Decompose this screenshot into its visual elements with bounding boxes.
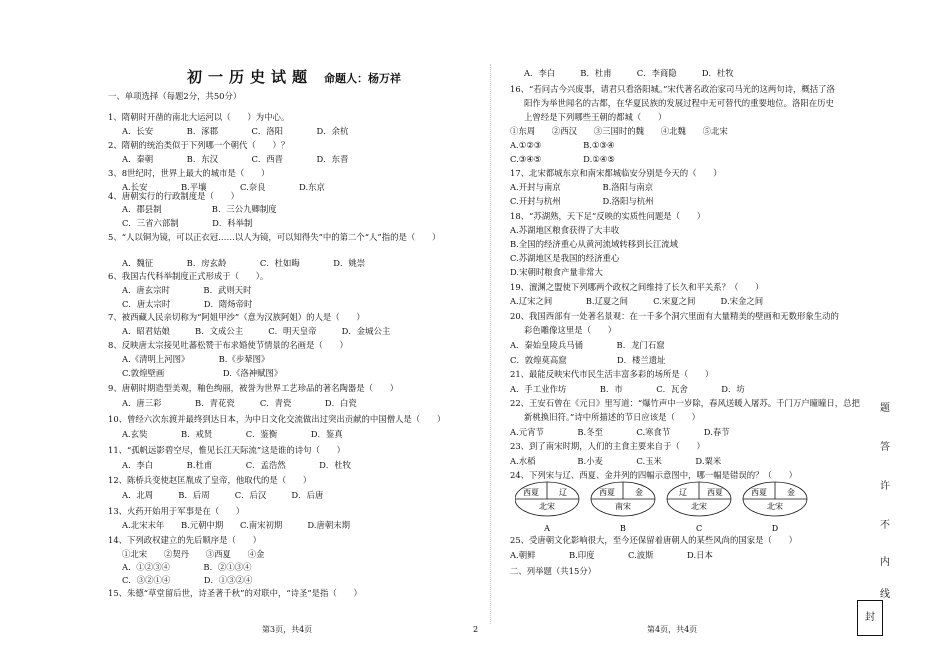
diagram-a-bottom: 北宋	[539, 502, 555, 511]
question-line: A．李白 B．杜甫 C．李商隐 D．杜牧	[524, 68, 734, 78]
question-line: A．李白 B.杜甫 C．孟浩然 D．杜牧	[122, 460, 351, 470]
question-line: C.敦煌壁画 D.《洛神赋图》	[122, 368, 283, 378]
question-line: 13、火药开始用于军事是在（ ）	[108, 506, 245, 516]
question-line: A．秦始皇陵兵马俑 B．龙门石窟	[510, 340, 665, 350]
question-line: 1、隋朝时开凿的南北大运河以（ ）为中心。	[108, 112, 290, 122]
diagram-d	[743, 482, 807, 533]
diagram-d-top-left: 西夏	[751, 488, 767, 497]
question-line: 一、单项选择（每题2分，共50分）	[108, 91, 242, 101]
question-line: 20、我国西部有一处著名景观：在一千多个洞穴里面有大量精美的壁画和无数形象生动的	[510, 311, 839, 321]
diagram-a	[515, 482, 579, 533]
question-line: 16、“若问古今兴废事，请君只看洛阳城。”宋代著名政治家司马光的这两句诗，概括了洛	[510, 84, 835, 94]
question-line: 5、“人以铜为镜，可以正衣冠……以人为镜，可以知得失”中的第二个“人”指的是（ ）	[108, 232, 441, 242]
question-line: C．三省六部制 D．科举制	[122, 218, 253, 228]
question-line: 8、反映唐太宗接见吐蕃松赞干布求婚使节情景的名画是（ ）	[108, 340, 348, 350]
binding-margin-char: 线	[880, 589, 890, 600]
question-line: C.开封与杭州 D.洛阳与杭州	[510, 196, 654, 206]
question-line: 18、“苏湖熟，天下足”反映的实质性问题是（ ）	[510, 211, 706, 221]
diagram-b-bottom: 南宋	[615, 502, 631, 511]
binding-cut-box	[857, 600, 883, 636]
question-line: A.苏湖地区粮食获得了大丰收	[510, 225, 620, 235]
question-line: 9、唐朝时期造型美观，釉色绚丽，被誉为世界工艺珍品的著名陶器是（ ）	[108, 383, 399, 393]
page-title: 初一历史试题	[187, 68, 314, 86]
footer-center: 2	[473, 625, 479, 634]
question-line: 21、最能反映宋代市民生活丰富多彩的场所是（ ）	[510, 369, 714, 379]
author-line: 命题人：杨万祥	[324, 72, 401, 85]
question-line: 12、陈桥兵变使赵匡胤成了皇帝，他取代的是（ ）	[108, 475, 312, 485]
question-24-diagrams	[515, 481, 825, 537]
question-line: 二、列举题（共15分）	[510, 566, 597, 576]
question-line: A.辽宋之间 B.辽夏之间 C.宋夏之间 D.宋金之间	[510, 296, 764, 306]
question-line: A．唐玄宗时 B．武则天时	[122, 285, 252, 295]
question-line: 新桃换旧符。”诗中所描述的节日应该是（ ）	[524, 412, 700, 422]
question-line: C．敦煌莫高窟 D．楼兰遗址	[510, 355, 666, 365]
question-line: C．唐太宗时 D．隋炀帝时	[122, 299, 253, 309]
question-line: A．长安 B．涿郡 C．洛阳 D．余杭	[122, 126, 349, 136]
question-line: A．魏征 B．房玄龄 C．杜如晦 D．姚崇	[122, 258, 366, 268]
question-line: 2、隋朝的统治类似于下列哪一个朝代（ ）？	[108, 140, 290, 150]
question-line: 7、被西藏人民亲切称为“阿姐甲沙”（意为汉族阿姐）的人是（ ）	[108, 312, 365, 322]
diagram-a-top-left: 西夏	[523, 488, 539, 497]
question-line: ①东周 ②西汉 ③三国时的魏 ④北魏 ⑤北宋	[510, 126, 728, 136]
question-line: 14、下列政权建立的先后顺序是（ ）	[108, 535, 262, 545]
question-line: 22、王安石曾在《元日》里写道：“爆竹声中一岁除，春风送暖入屠苏。千门万户曈曈日，总把	[510, 398, 860, 408]
question-line: A.元宵节 B.冬至 C.寒食节 D.春节	[510, 427, 730, 437]
binding-margin-char: 许	[880, 481, 890, 492]
diagram-c	[667, 482, 731, 533]
diagram-a-label: A	[544, 524, 550, 533]
footer-right-page: 第4页，共4页	[647, 625, 698, 634]
column-divider	[490, 64, 491, 624]
question-line: A．昭君姑娘 B．文成公主 C．明天皇帝 D．金城公主	[122, 326, 391, 336]
question-line: A.①②③ B.①③④	[510, 140, 615, 150]
diagram-c-top-left: 辽	[679, 488, 687, 497]
binding-margin-char: 题	[880, 403, 890, 414]
question-line: 15、朱德“草堂留后世，诗圣著千秋”的对联中，“诗圣”是指（ ）	[108, 588, 362, 598]
question-line: 17、北宋都城东京和南宋都城临安分别是今天的（ ）	[510, 168, 722, 178]
question-line: A.玄奘 B．戒贤 C．鉴衡 D．鉴真	[122, 429, 343, 439]
question-line: C．③②①④ D．①③②④	[122, 575, 253, 585]
diagram-d-label: D	[771, 524, 779, 533]
question-line: C.③④⑤ D.①④⑤	[510, 154, 615, 164]
question-line: 19、澶渊之盟使下列哪两个政权之间维持了长久和平关系？（ ）	[510, 282, 764, 292]
question-line: A．①②③④ B．②①③④	[122, 562, 252, 572]
diagram-c-top-right: 西夏	[707, 488, 723, 497]
diagram-a-top-right: 辽	[559, 488, 567, 497]
question-line: 6、我国古代科举制度正式形成于（ ）。	[108, 271, 269, 281]
question-line: A.北宋末年 B.元朝中期 C.南宋初期 D.唐朝末期	[122, 520, 350, 530]
diagram-b-top-left: 西夏	[599, 488, 615, 497]
question-line: A．秦朝 B．东汉 C．西晋 D．东晋	[122, 154, 349, 164]
question-line: A．北周 B．后周 C．后汉 D．后唐	[122, 490, 324, 500]
question-line: 3、8世纪时，世界上最大的城市是（ ）	[108, 168, 270, 178]
diagram-b-label: B	[620, 524, 626, 533]
diagram-b	[591, 482, 655, 533]
question-line: A.开封与南京 B.洛阳与南京	[510, 182, 654, 192]
diagram-c-label: C	[695, 524, 703, 533]
binding-margin-char: 答	[880, 442, 890, 453]
question-line: 24、下列宋与辽、西夏、金并列的四幅示意图中，哪一幅是错误的？（ ）	[510, 470, 798, 480]
question-line: 23、到了南宋时期，人们的主食主要来自于（ ）	[510, 441, 705, 451]
question-line: ①北宋 ②契丹 ③西夏 ④金	[122, 549, 265, 559]
question-line: D.宋朝时粮食产量非常大	[510, 267, 603, 277]
question-line: A．唐三彩 B．青花瓷 C．青瓷 D．白瓷	[122, 398, 357, 408]
question-line: 阳作为举世闻名的古都，在华夏民族的发展过程中无可替代的重要地位。洛阳在历史	[524, 98, 834, 108]
question-line: 4、唐朝实行的行政制度是（ ）	[108, 191, 239, 201]
question-line: A.水稻 B.小麦 C.玉米 D.粟米	[510, 456, 722, 466]
footer-left-page: 第3页，共4页	[262, 625, 313, 634]
binding-cut-char: 封	[865, 612, 875, 623]
question-line: 11、“孤帆远影碧空尽，惟见长江天际流”这是谁的诗句（ ）	[108, 445, 345, 455]
question-line: 25、受唐朝文化影响很大，至今还保留着唐朝人的某些风尚的国家是（ ）	[510, 535, 798, 545]
question-line: A.《清明上河图》 B.《步辇图》	[122, 354, 270, 364]
binding-margin-char: 不	[880, 520, 890, 531]
question-line: 彩色雕像这里是（ ）	[524, 325, 617, 335]
question-line: A．郡县制 B．三公九卿制度	[122, 204, 277, 214]
diagram-d-top-right: 金	[787, 488, 795, 497]
diagram-d-bottom: 北宋	[767, 502, 783, 511]
diagram-c-bottom: 北宋	[691, 502, 707, 511]
diagram-b-top-right: 金	[635, 488, 643, 497]
question-line: C.苏湖地区是我国的经济重心	[510, 253, 620, 263]
question-line: B.全国的经济重心从黄河流域转移到长江流域	[510, 239, 678, 249]
question-line: A.长安 B.平壤 C.奈良 D.东京	[122, 182, 325, 192]
question-line: A．手工业作坊 B．市 C．瓦舍 D．坊	[510, 384, 745, 394]
question-line: 10、曾经六次东渡并最终到达日本，为中日文化交流做出过突出贡献的中国僧人是（ ）	[108, 414, 446, 424]
binding-margin-char: 内	[880, 557, 890, 568]
question-line: A.朝鲜 B.印度 C.波斯 D.日本	[510, 550, 713, 560]
question-line: 上曾经是下列哪些王朝的都城（ ）	[524, 112, 667, 122]
